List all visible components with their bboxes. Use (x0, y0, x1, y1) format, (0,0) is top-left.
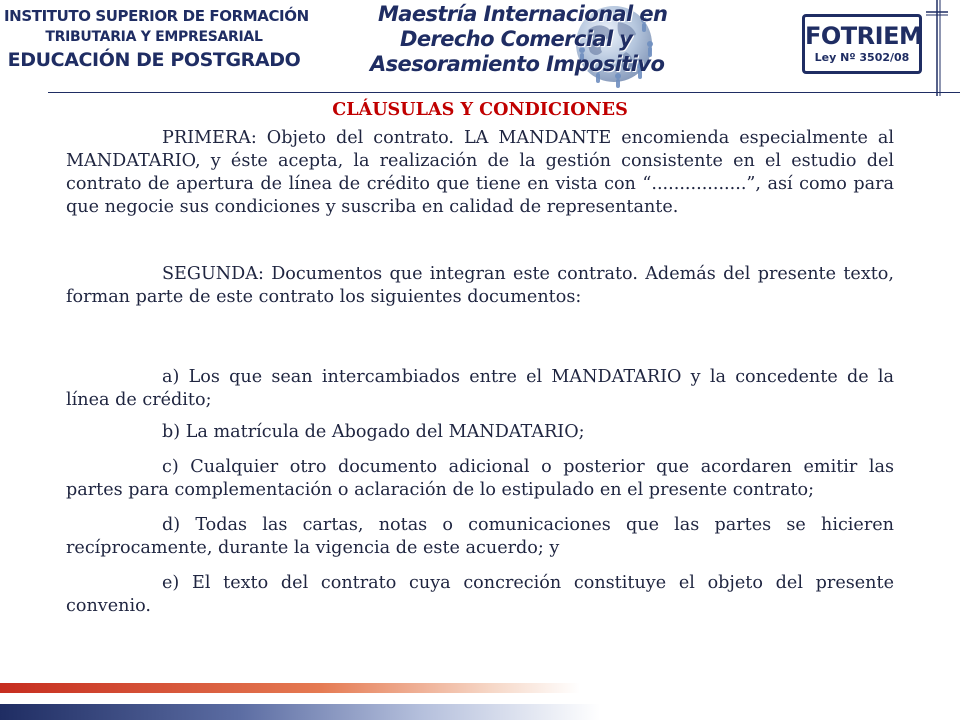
list-item-d: d) Todas las cartas, notas o comunicaciones que las partes se hicieren recíprocamente, durante la vigencia de este acuerdo; y (66, 515, 894, 558)
list-item-e: e) El texto del contrato cuya concreción constituye el objeto del presente convenio. (66, 573, 894, 616)
footer-accent-bar-red (0, 683, 580, 693)
fotriem-law: Ley Nº 3502/08 (814, 51, 910, 64)
list-item-b: b) La matrícula de Abogado del MANDATARIO; (162, 422, 585, 442)
document-title: CLÁUSULAS Y CONDICIONES (332, 99, 628, 120)
slide-header (0, 0, 960, 96)
footer-accent-bar-blue (0, 704, 600, 720)
cross-ornament-icon (924, 0, 948, 96)
list-item-c: c) Cualquier otro documento adicional o posterior que acordaren emitir las partes para complementación o aclaración de lo estipulado en el presente contrato; (66, 457, 894, 500)
institute-name-line-1: INSTITUTO SUPERIOR DE FORMACIÓN (4, 7, 309, 25)
list-item-a: a) Los que sean intercambiados entre el MANDATARIO y la concedente de la línea de crédito; (66, 367, 894, 410)
program-title (368, 2, 668, 77)
program-title-line-1: Maestría Internacional en (378, 2, 668, 26)
fotriem-name: FOTRIEM (805, 22, 923, 50)
header-divider (48, 92, 960, 93)
program-title-line-2: Derecho Comercial y (400, 27, 633, 51)
institute-logo (4, 6, 309, 72)
document-body (66, 96, 894, 618)
clause-segunda: SEGUNDA: Documentos que integran este contrato. Además del presente texto, forman parte de este contrato los siguientes documentos: (66, 264, 894, 307)
institute-name-line-2: TRIBUTARIA Y EMPRESARIAL (45, 29, 263, 45)
fotriem-logo (802, 14, 922, 74)
program-title-line-3: Asesoramiento Impositivo (370, 52, 665, 76)
clause-primera: PRIMERA: Objeto del contrato. LA MANDANTE encomienda especialmente al MANDATARIO, y éste acepta, la realización de la gestión consistente en el estudio del contrato de apertura de línea de crédito que tiene en vista con “.................”, así como para que negocie sus condiciones y suscriba en calidad de representante. (66, 128, 894, 217)
institute-name-line-3: EDUCACIÓN DE POSTGRADO (7, 49, 301, 71)
